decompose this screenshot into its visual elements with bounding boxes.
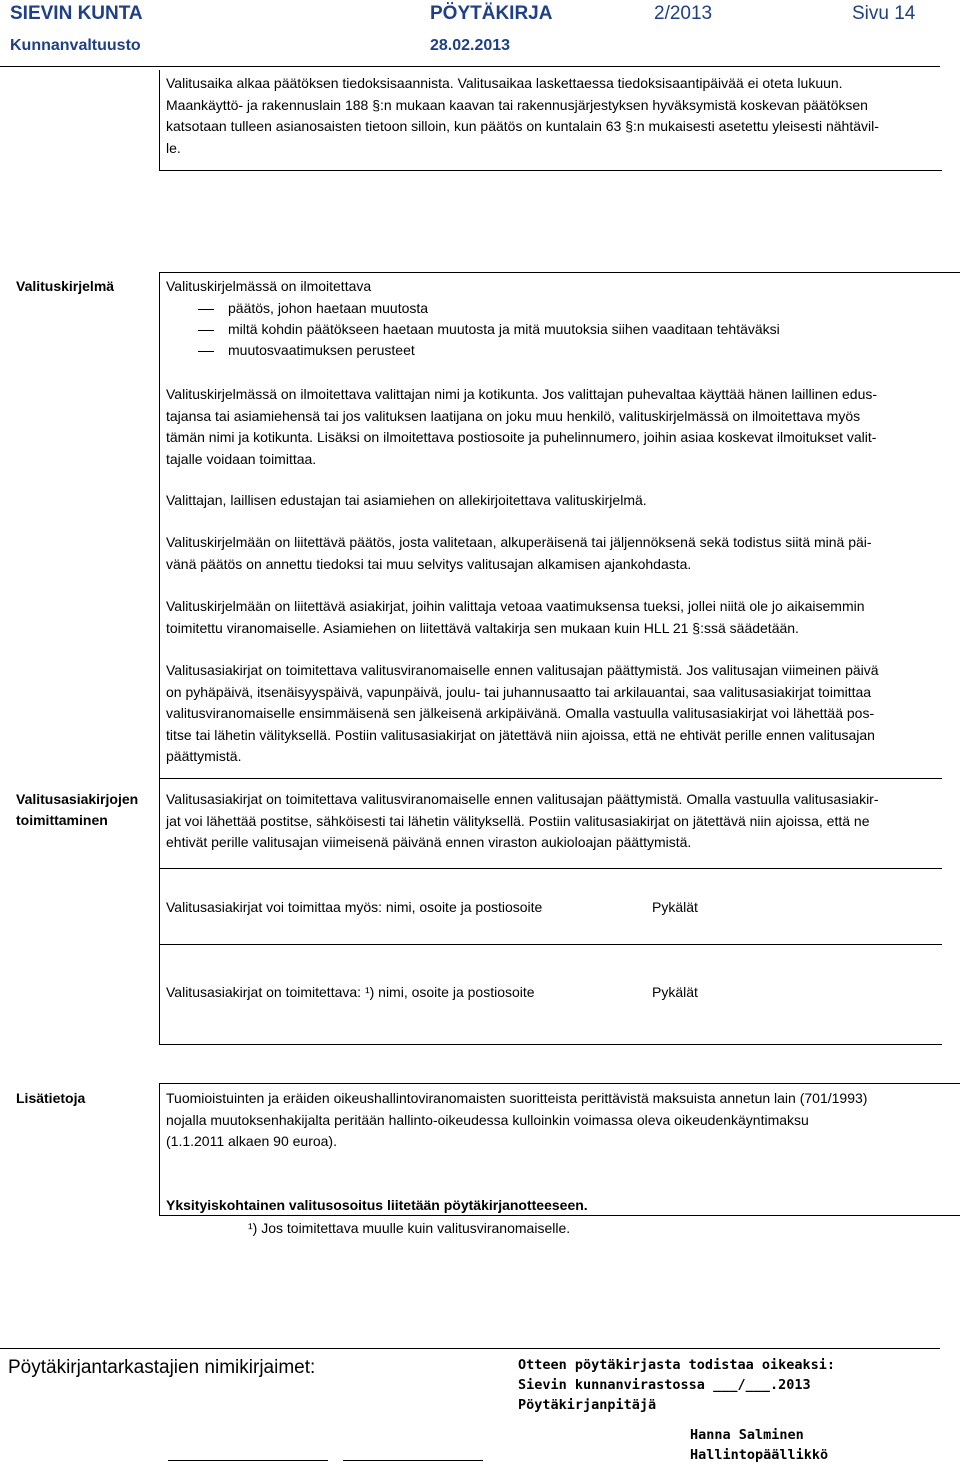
section-divider	[159, 1083, 960, 1084]
footnote: ¹) Jos toimitettava muulle kuin valitusviranomaiselle.	[248, 1220, 571, 1236]
delivery-label: Valitusasiakirjojen toimittaminen	[16, 791, 139, 828]
document-type: PÖYTÄKIRJA	[430, 3, 553, 24]
list-item: miltä kohdin päätökseen haetaan muutosta ja mitä muutoksia siihen vaaditaan tehtäväksi	[228, 321, 780, 337]
section-border	[159, 778, 160, 1044]
signatures-label: Pöytäkirjantarkastajien nimikirjaimet:	[8, 1357, 316, 1378]
section-divider	[159, 1044, 942, 1045]
appellant-info-paragraph: Valituskirjelmässä on ilmoitettava valittajan nimi ja kotikunta. Jos valittajan puhevaltaa käyttää hänen laillinen edus- tajansa tai asiamiehensä tai jos valituksen laatijana on joku muu henkilö, valituskirjelmässä on ilmoitettava myös tämän nimi ja kotikunta. Lisäksi on ilmoitettava postiosoite ja puhelinnumero, joihin asiaa koskevat ilmoitukset valit- tajalle voidaan toimittaa.	[166, 386, 878, 467]
delivery-option-ref: Pykälät	[652, 899, 698, 915]
meeting-date: 28.02.2013	[430, 37, 511, 54]
list-item: päätös, johon haetaan muutosta	[228, 300, 429, 316]
page-number: Sivu 14	[852, 3, 916, 24]
delivery-paragraph: Valitusasiakirjat on toimitettava valitusviranomaiselle ennen valitusajan päättymistä. Omalla vastuulla valitusasiakir- jat voi lähettää postitse, sähköisesti tai lähetin välityksellä. Postiin valitusasiakirjat on jätettävä niin ajoissa, että ne ehtivät perille valitusajan viimeisenä päivänä ennen viraston aukioloajan päättymistä.	[166, 791, 879, 850]
section-divider	[159, 778, 942, 779]
meeting-body: Kunnanvaltuusto	[10, 37, 141, 54]
document-number: 2/2013	[654, 3, 713, 24]
appeal-time-text: Valitusaika alkaa päätöksen tiedoksisaannista. Valitusaikaa laskettaessa tiedoksisaantipäivää ei oteta lukuun. Maankäyttö- ja rakennuslain 188 §:n mukaan kaavan tai rakennusjärjestyksen hyväksymistä koskevan päätöksen katsotaan tulleen asianosaisten tietoon silloin, kun päätös on kuntalain 63 §:n mukaisesti asetettu yleisesti nähtävil- le.	[166, 75, 879, 156]
section-divider	[159, 868, 942, 869]
fee-paragraph: Tuomioistuinten ja eräiden oikeushallintoviranomaisten suoritteista perittävistä maksuista annetun lain (701/1993) nojalla muutoksenhakijalta peritään hallinto-oikeudessa kulloinkin voimassa oleva oikeudenkäyntimaksu (1.1.2011 alkaen 90 euroa).	[166, 1090, 868, 1149]
delivery-option-text: Valitusasiakirjat voi toimittaa myös: nimi, osoite ja postiosoite	[166, 899, 543, 915]
initials-line	[168, 1460, 328, 1461]
dash-bullet-icon	[198, 309, 214, 310]
initials-line	[343, 1460, 483, 1461]
section-border	[159, 70, 160, 170]
attachments-documents-paragraph: Valituskirjelmään on liitettävä asiakirjat, joihin valittaja vetoaa vaatimuksensa tueksi, jollei niitä ole jo aikaisemmin toimitettu viranomaiselle. Asiamiehen on liitettävä valtakirja sen mukaan kuin HLL 21 §:ssä säädetään.	[166, 598, 865, 636]
delivery-option-text: Valitusasiakirjat on toimitettava: ¹) nimi, osoite ja postiosoite	[166, 984, 535, 1000]
section-divider	[159, 944, 942, 945]
signer-block: Hanna Salminen Hallintopäällikkö	[690, 1427, 829, 1463]
organization-name: SIEVIN KUNTA	[10, 3, 143, 24]
section-divider	[159, 170, 942, 171]
section-border	[159, 1083, 160, 1215]
attachments-decision-paragraph: Valituskirjelmään on liitettävä päätös, josta valitetaan, alkuperäisenä tai jäljennöksenä sekä todistus siitä minä päi- vänä päätös on annettu tiedoksi tai muu selvitys valitusajan alkamisen ajankohdasta.	[166, 534, 872, 572]
footer-divider	[0, 1348, 940, 1349]
appeal-letter-intro: Valituskirjelmässä on ilmoitettava	[166, 278, 372, 294]
list-item: muutosvaatimuksen perusteet	[228, 342, 415, 358]
delivery-option-ref: Pykälät	[652, 984, 698, 1000]
header-divider	[0, 66, 940, 67]
section-divider	[159, 272, 960, 273]
appeal-letter-label: Valituskirjelmä	[16, 278, 115, 294]
dash-bullet-icon	[198, 330, 214, 331]
signature-requirement-paragraph: Valittajan, laillisen edustajan tai asiamiehen on allekirjoitettava valituskirjelmä.	[166, 492, 647, 508]
certification-block: Otteen pöytäkirjasta todistaa oikeaksi: Sievin kunnanvirastossa ___/___.2013 Pöytäkirjanpitäjä	[518, 1357, 835, 1413]
section-border	[159, 272, 160, 790]
dash-bullet-icon	[198, 351, 214, 352]
section-divider	[159, 1215, 960, 1216]
attachment-note: Yksityiskohtainen valitusosoitus liitetään pöytäkirjanotteeseen.	[166, 1197, 588, 1213]
additional-info-label: Lisätietoja	[16, 1090, 86, 1106]
deadline-paragraph: Valitusasiakirjat on toimitettava valitusviranomaiselle ennen valitusajan päättymistä. Jos valitusajan viimeinen päivä on pyhäpäivä, itsenäisyyspäivä, vapunpäivä, joulu- tai juhannusaatto tai arkilauantai, saa valitusasiakirjat toimittaa valitusviranomaiselle ensimmäisenä sen jälkeisenä arkipäivänä. Omalla vastuulla valitusasiakirjat voi lähettää pos- titse tai lähetin välityksellä. Postiin valitusasiakirjat on jätettävä niin ajoissa, että ne ehtivät perille ennen valitusajan päättymistä.	[166, 662, 879, 764]
